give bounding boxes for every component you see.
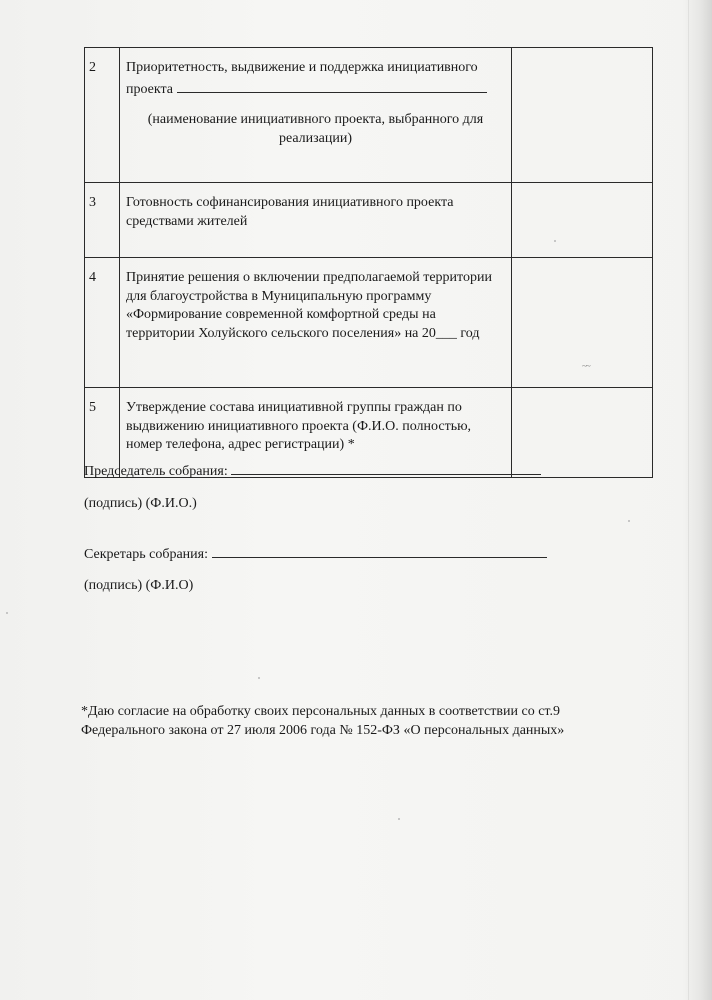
table-row [85, 48, 653, 183]
project-name-blank-line [177, 78, 487, 93]
scan-speck [628, 520, 630, 522]
secretary-label: Секретарь собрания: [84, 547, 208, 562]
row-number: 2 [85, 48, 120, 183]
row-text-cell [120, 48, 512, 183]
consent-footnote: *Даю согласие на обработку своих персональных данных в соответствии со ст.9 Федерального закона от 27 июля 2006 года № 152-ФЗ «О персональных данных» [81, 704, 565, 738]
table-row [85, 258, 653, 388]
row-number: 5 [85, 388, 120, 478]
secretary-signature-line [84, 543, 547, 564]
table-row [85, 183, 653, 258]
row-text: Готовность софинансирования инициативного проекта средствами жителей [120, 183, 512, 258]
scan-speck [554, 240, 556, 242]
row-number: 3 [85, 183, 120, 258]
row-text: Принятие решения о включении предполагаемой территории для благоустройства в Муниципальную программу «Формирование современной комфортной среды на территории Холуйского сельского поселения» на 20___ год [120, 258, 512, 388]
row-number: 4 [85, 258, 120, 388]
stray-pen-mark: ~~ [582, 361, 590, 371]
decision-cell [512, 183, 653, 258]
secretary-blank-line [212, 543, 547, 558]
row-text: Утверждение состава инициативной группы граждан по выдвижению инициативного проекта (Ф.И.О. полностью, номер телефона, адрес регистрации) * [120, 388, 512, 478]
scan-speck [6, 612, 8, 614]
page-edge-shadow [682, 0, 712, 1000]
row-note: (наименование инициативного проекта, выбранного для реализации) [147, 112, 484, 146]
chair-label: Председатель собрания: [84, 464, 228, 479]
scan-speck [398, 818, 400, 820]
decision-cell [512, 48, 653, 183]
chair-blank-line [231, 460, 541, 475]
secretary-subcaption: (подпись) (Ф.И.О) [84, 578, 194, 593]
row-text: Приоритетность, выдвижение и поддержка инициативного проекта [126, 60, 478, 97]
scan-speck [258, 677, 260, 679]
chair-subcaption: (подпись) (Ф.И.О.) [84, 496, 197, 511]
agenda-table [84, 47, 653, 478]
chair-signature-line [84, 460, 541, 481]
